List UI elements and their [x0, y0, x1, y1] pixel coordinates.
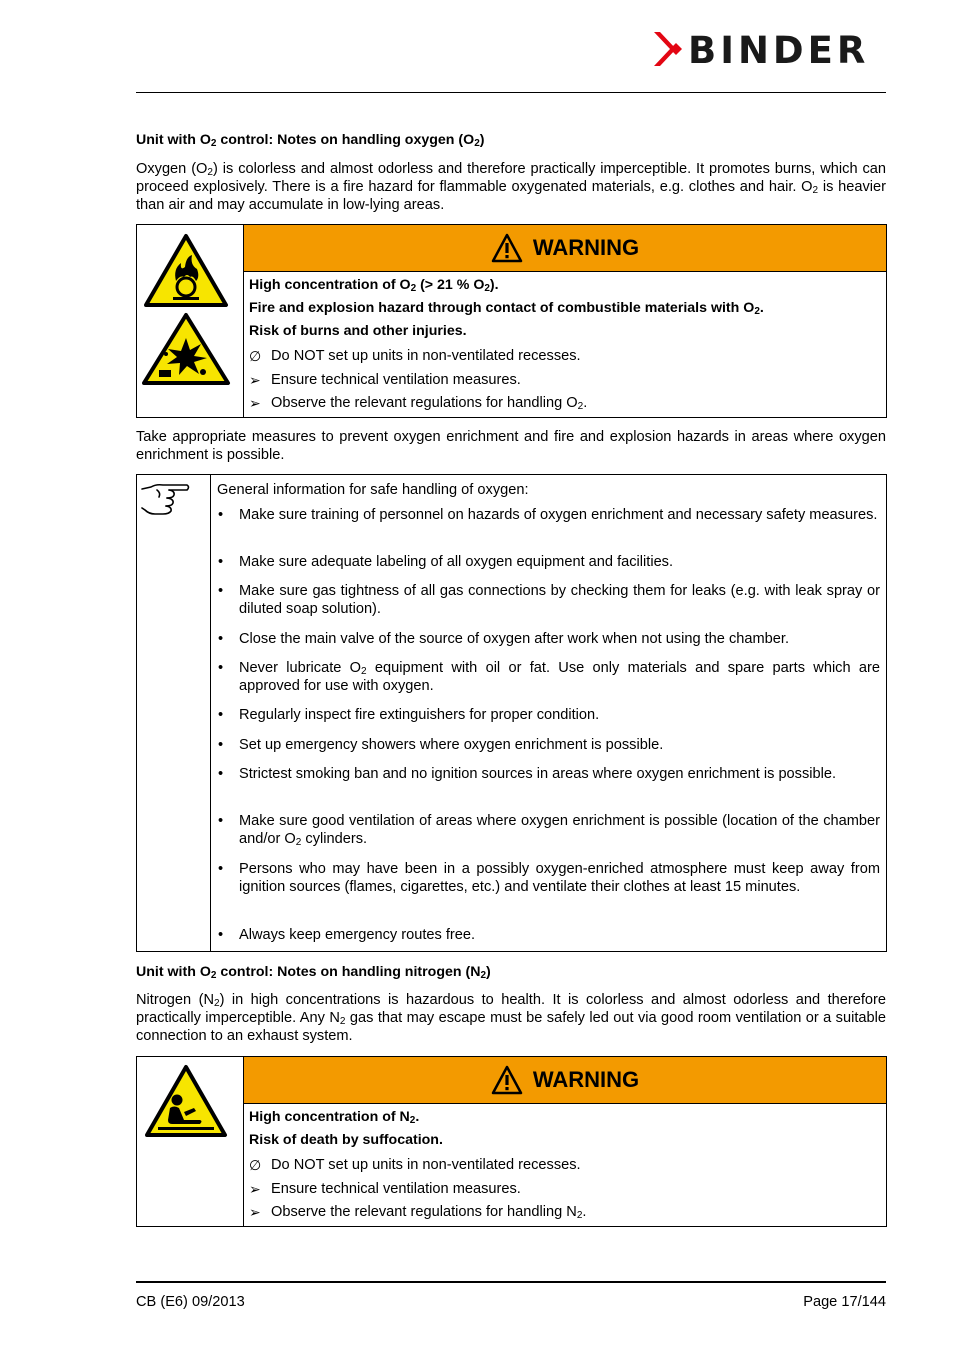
hazard-line: Risk of burns and other injuries.	[249, 323, 467, 339]
list-item: • Regularly inspect fire extinguishers for proper condition.	[217, 706, 880, 736]
hazard-line: High concentration of $O_2$ (> 21 % $O_2$).	[249, 277, 499, 294]
warning-banner	[244, 1057, 886, 1104]
list-item: • Close the main valve of the source of oxygen after work when not using the chamber.	[217, 630, 880, 659]
warning-box-nitrogen	[136, 1056, 887, 1227]
list-item: • Persons who may have been in a possibly oxygen-enriched atmosphere must keep away from ignition sources (flames, cigarettes, etc.) and ventilate their clothes at least 15 minutes.	[217, 860, 880, 926]
hand-cell	[137, 475, 211, 951]
list-item: • Make sure adequate labeling of all oxygen equipment and facilities.	[217, 553, 880, 582]
list-item: • Always keep emergency routes free.	[217, 926, 880, 946]
n2-heading: Unit with $O_2$ control: Notes on handling nitrogen $(N_2)$	[136, 964, 491, 981]
instruction-item: ➢ Ensure technical ventilation measures.	[249, 371, 521, 388]
suffocation-hazard-icon	[144, 1064, 228, 1138]
page-number: Page 17/144	[803, 1294, 886, 1310]
list-item: • Never lubricate $O_2$ equipment with oil or fat. Use only materials and spare parts which are approved for use with oxygen.	[217, 659, 880, 706]
brand-name: BINDER	[688, 30, 870, 68]
info-list	[217, 506, 880, 946]
warning-banner	[244, 225, 886, 272]
hazard-line: High concentration of $N_2$.	[249, 1109, 420, 1126]
list-item: • Strictest smoking ban and no ignition sources in areas where oxygen enrichment is possible.	[217, 765, 880, 812]
warning-triangle-icon	[491, 1065, 523, 1095]
prohibition-item: ∅ Do NOT set up units in non-ventilated recesses.	[249, 348, 581, 364]
explosion-hazard-icon	[141, 312, 231, 386]
hazard-pictograms	[137, 1057, 244, 1226]
info-content	[217, 481, 880, 946]
info-intro: General information for safe handling of oxygen:	[217, 482, 529, 498]
list-item: • Make sure good ventilation of areas where oxygen enrichment is possible (location of the chamber and/or $O_2$ cylinders.	[217, 812, 880, 860]
warning-label: WARNING	[532, 1067, 640, 1092]
document-code: CB (E6) 09/2013	[136, 1294, 245, 1310]
instruction-item: ➢ Observe the relevant regulations for handling $O_2$.	[249, 395, 588, 412]
hazard-line: Risk of death by suffocation.	[249, 1132, 443, 1148]
warning-box-oxygen	[136, 224, 887, 418]
n2-intro: Nitrogen $(N_2)$ in high concentrations is hazardous to health. It is colorless and almost odorless and therefore practically imperceptible. Any $N_2$ gas that may escape must be safely led out via good room ventilation or a suitable connection to an exhaust system.	[136, 992, 886, 1044]
warning-label: WARNING	[532, 235, 640, 260]
footer-rule	[136, 1281, 886, 1283]
prohibition-item: ∅ Do NOT set up units in non-ventilated recesses.	[249, 1157, 581, 1173]
binder-logo-icon	[654, 30, 888, 68]
o2-intro: Oxygen $(O_2)$ is colorless and almost odorless and therefore practically imperceptible. It promotes burns, which can proceed explosively. There is a fire hazard for flammable oxygenated materials, e.g. clothes and hair. $O_2$ is heavier than air and may accumulate in low-lying areas.	[136, 161, 887, 213]
measures-paragraph: Take appropriate measures to prevent oxygen enrichment and fire and explosion hazards in areas where oxygen enrichment is possible.	[136, 429, 886, 463]
header-rule	[136, 92, 886, 93]
list-item: • Make sure gas tightness of all gas connections by checking them for leaks (e.g. with leak spray or diluted soap solution).	[217, 582, 880, 630]
instruction-item: ➢ Ensure technical ventilation measures.	[249, 1180, 521, 1197]
warning-body	[249, 1108, 878, 1227]
warning-body	[249, 276, 878, 418]
hazard-pictograms	[137, 225, 244, 417]
warning-triangle-icon	[491, 233, 523, 263]
hazard-line: Fire and explosion hazard through contact of combustible materials with $O_2$.	[249, 300, 764, 317]
list-item: • Make sure training of personnel on hazards of oxygen enrichment and necessary safety measures.	[217, 506, 880, 553]
info-note-box	[136, 474, 887, 952]
instruction-item: ➢ Observe the relevant regulations for handling $N_2$.	[249, 1204, 587, 1221]
o2-heading: Unit with $O_2$ control: Notes on handling oxygen $(O_2)$	[136, 132, 485, 149]
list-item: • Set up emergency showers where oxygen enrichment is possible.	[217, 736, 880, 765]
pointing-hand-icon	[139, 479, 191, 521]
oxidizing-hazard-icon	[143, 233, 229, 309]
